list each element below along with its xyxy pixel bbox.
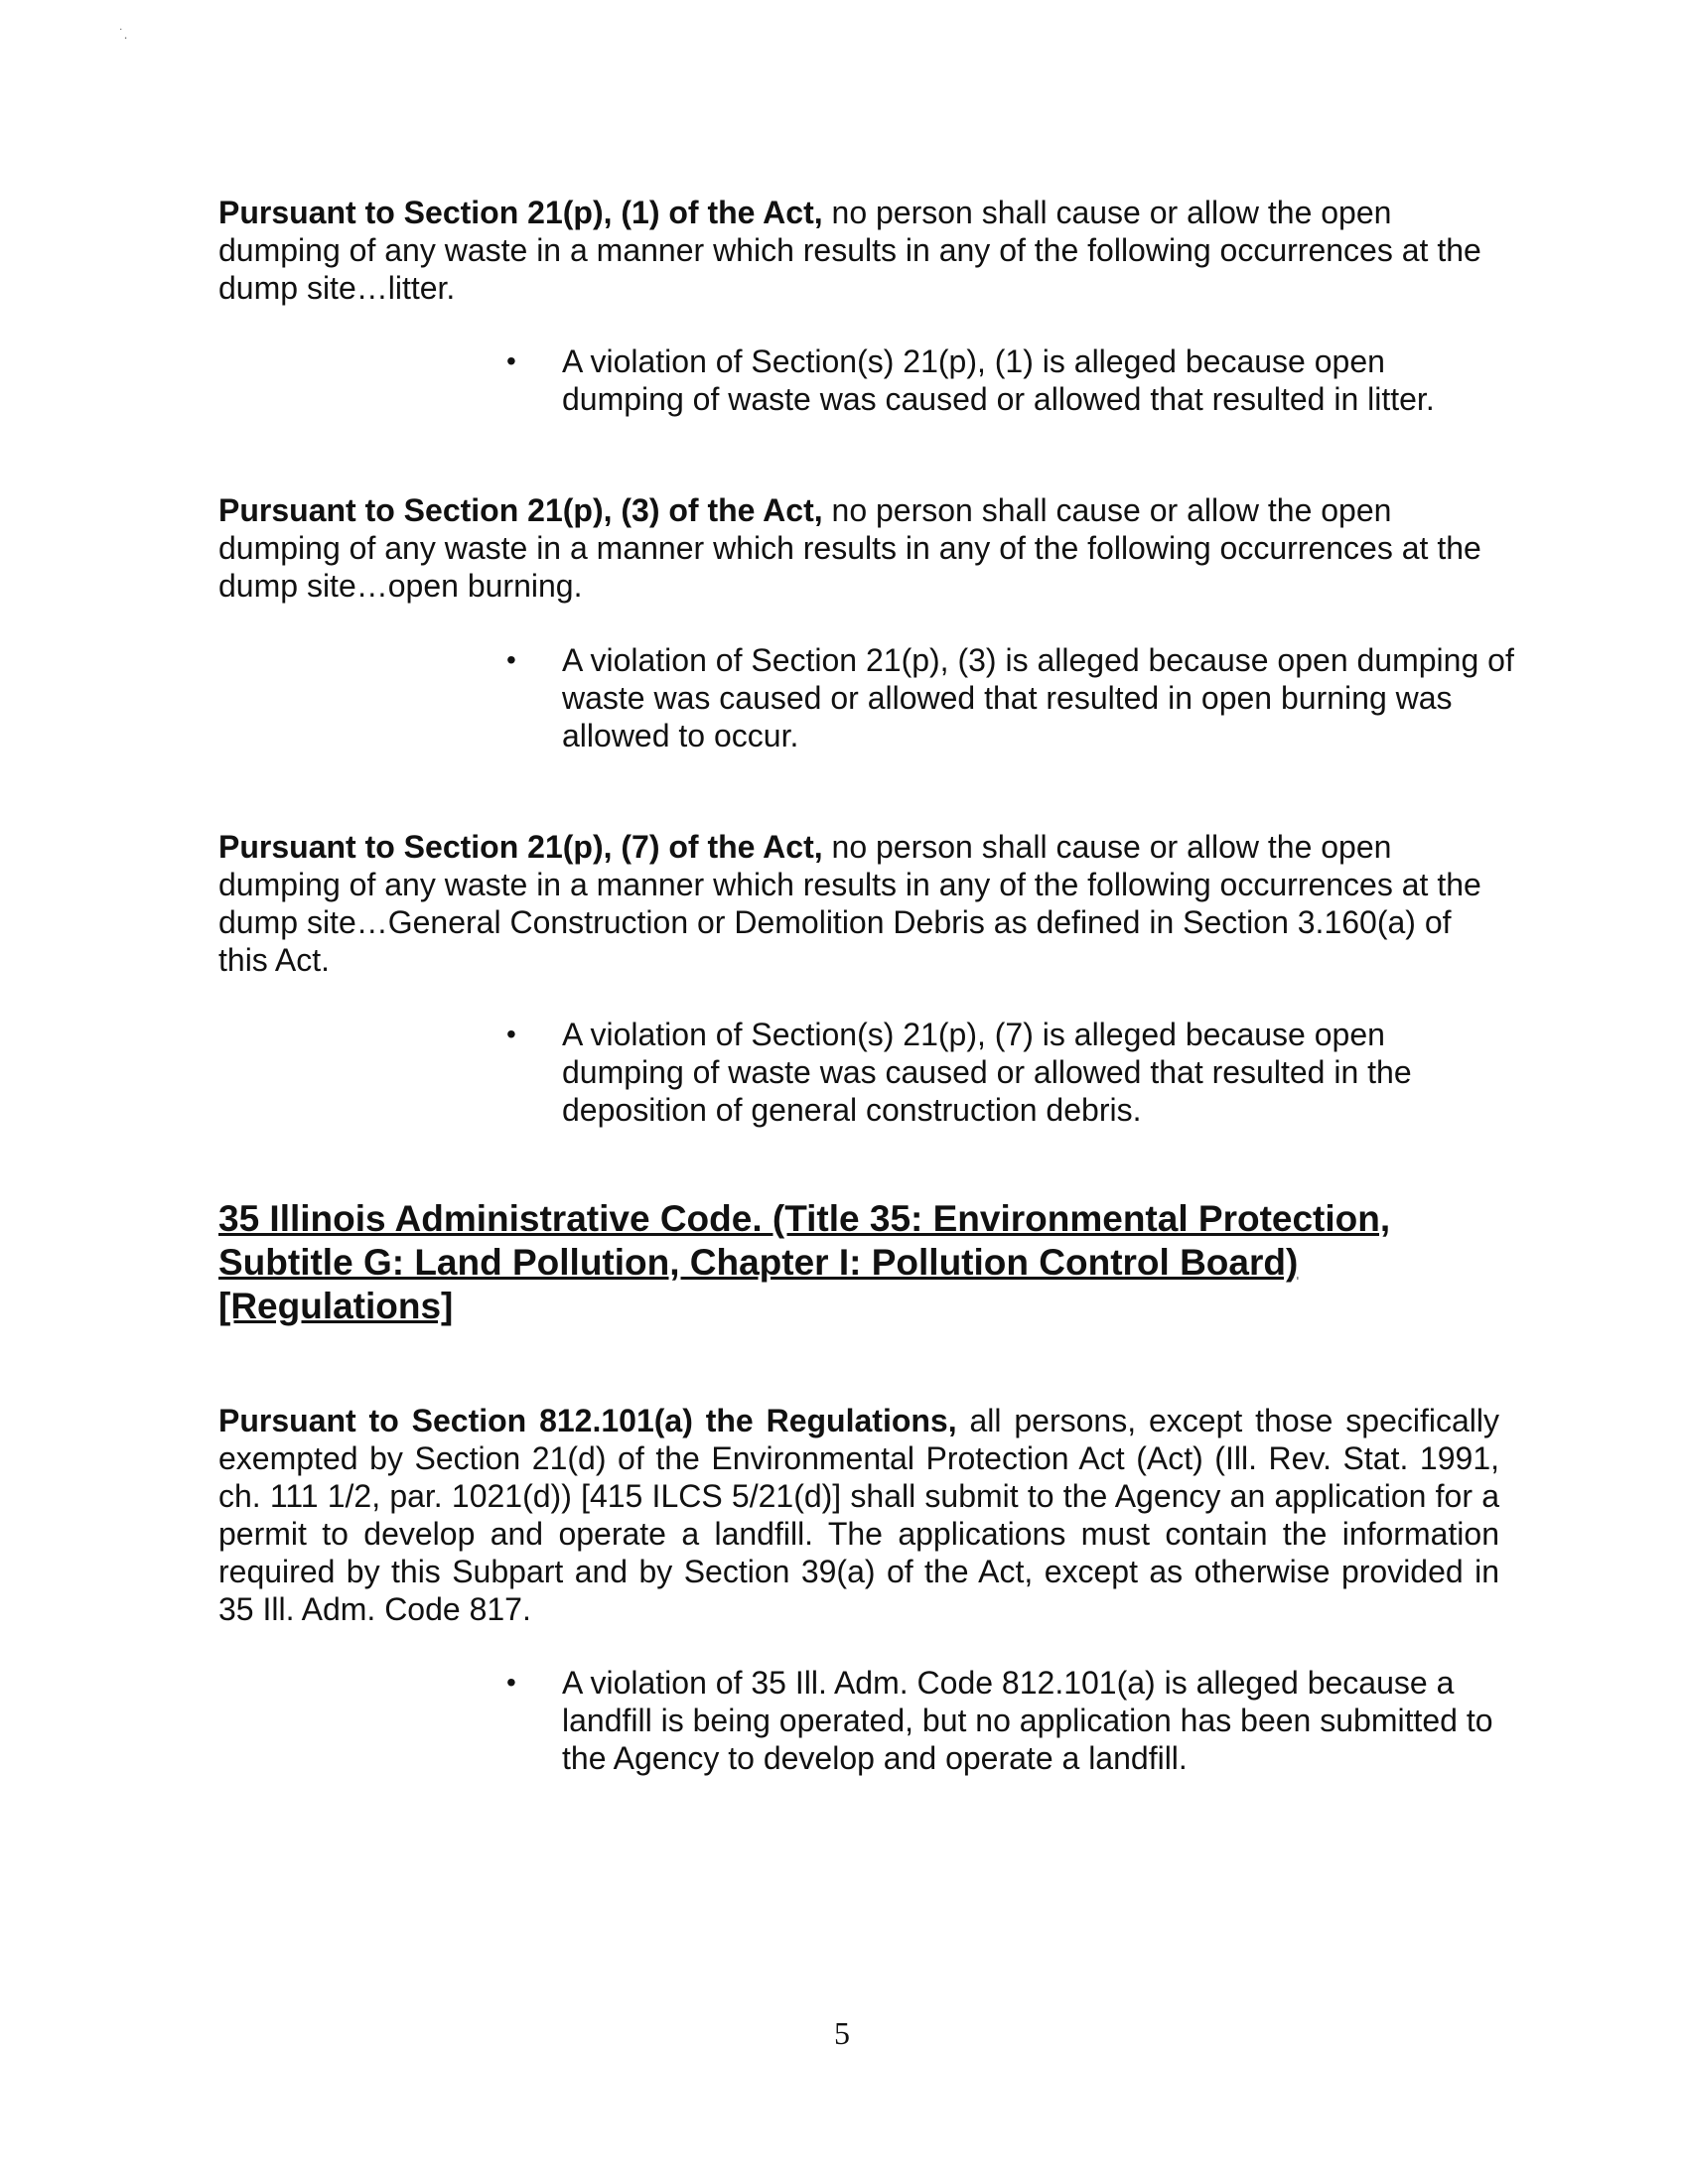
paragraph-section-21p1 bbox=[218, 194, 1499, 307]
paragraph-lead: Pursuant to Section 21(p), (3) of the Act, bbox=[218, 492, 823, 528]
bullet-text: A violation of Section(s) 21(p), (7) is alleged because open dumping of waste was caused or allowed that resulted in the deposition of general construction debris. bbox=[562, 1017, 1412, 1128]
bullet-icon: • bbox=[506, 345, 516, 376]
paragraph-lead: Pursuant to Section 21(p), (1) of the Act, bbox=[218, 195, 823, 230]
page-number: 5 bbox=[834, 2015, 850, 2051]
bullet-text: A violation of 35 Ill. Adm. Code 812.101(a) is alleged because a landfill is being operated, but no application has been submitted to the Agency to develop and operate a landfill. bbox=[562, 1665, 1493, 1776]
paragraph-section-21p3 bbox=[218, 491, 1499, 605]
paragraph-body: no person shall cause or allow the open dumping of any waste in a manner which results in any of the following occurrences at the dump site…open burning. bbox=[218, 492, 1481, 604]
paragraph-lead: Pursuant to Section 21(p), (7) of the Act, bbox=[218, 829, 823, 865]
heading-line: Subtitle G: Land Pollution, Chapter I: Pollution Control Board) bbox=[218, 1242, 1299, 1283]
scan-speck: ˙. bbox=[119, 26, 128, 42]
bullet-icon: • bbox=[506, 1667, 516, 1698]
paragraph-lead: Pursuant to Section 812.101(a) the Regulations, bbox=[218, 1403, 957, 1438]
bullet-text: A violation of Section(s) 21(p), (1) is alleged because open dumping of waste was caused or allowed that resulted in litter. bbox=[562, 343, 1435, 417]
heading-line: 35 Illinois Administrative Code. (Title 35: Environmental Protection, bbox=[218, 1198, 1391, 1239]
paragraph-section-812-101a bbox=[218, 1402, 1499, 1628]
regulations-heading bbox=[218, 1197, 1509, 1328]
paragraph-body: no person shall cause or allow the open dumping of any waste in a manner which results in any of the following occurrences at the dump site…litter. bbox=[218, 195, 1481, 306]
paragraph-body: all persons, except those specifically exempted by Section 21(d) of the Environmental Protection Act (Act) (Ill. Rev. Stat. 1991, ch. 111 1/2, par. 1021(d)) [415 ILCS 5/21(d)] shall submit to the Agency an application for a permit to develop and operate a landfill. The applications must contain the information required by this Subpart and by Section 39(a) of the Act, except as otherwise provided in 35 Ill. Adm. Code 817. bbox=[218, 1403, 1500, 1627]
heading-line: [Regulations] bbox=[218, 1286, 454, 1326]
paragraph-section-21p7 bbox=[218, 828, 1499, 979]
bullet-icon: • bbox=[506, 644, 516, 675]
bullet-text: A violation of Section 21(p), (3) is alleged because open dumping of waste was caused or allowed that resulted in open burning was allowed to occur. bbox=[562, 642, 1514, 753]
bullet-icon: • bbox=[506, 1019, 516, 1049]
paragraph-body: no person shall cause or allow the open dumping of any waste in a manner which results in any of the following occurrences at the dump site…General Construction or Demolition Debris as defined in Section 3.160(a) of this Act. bbox=[218, 829, 1481, 978]
